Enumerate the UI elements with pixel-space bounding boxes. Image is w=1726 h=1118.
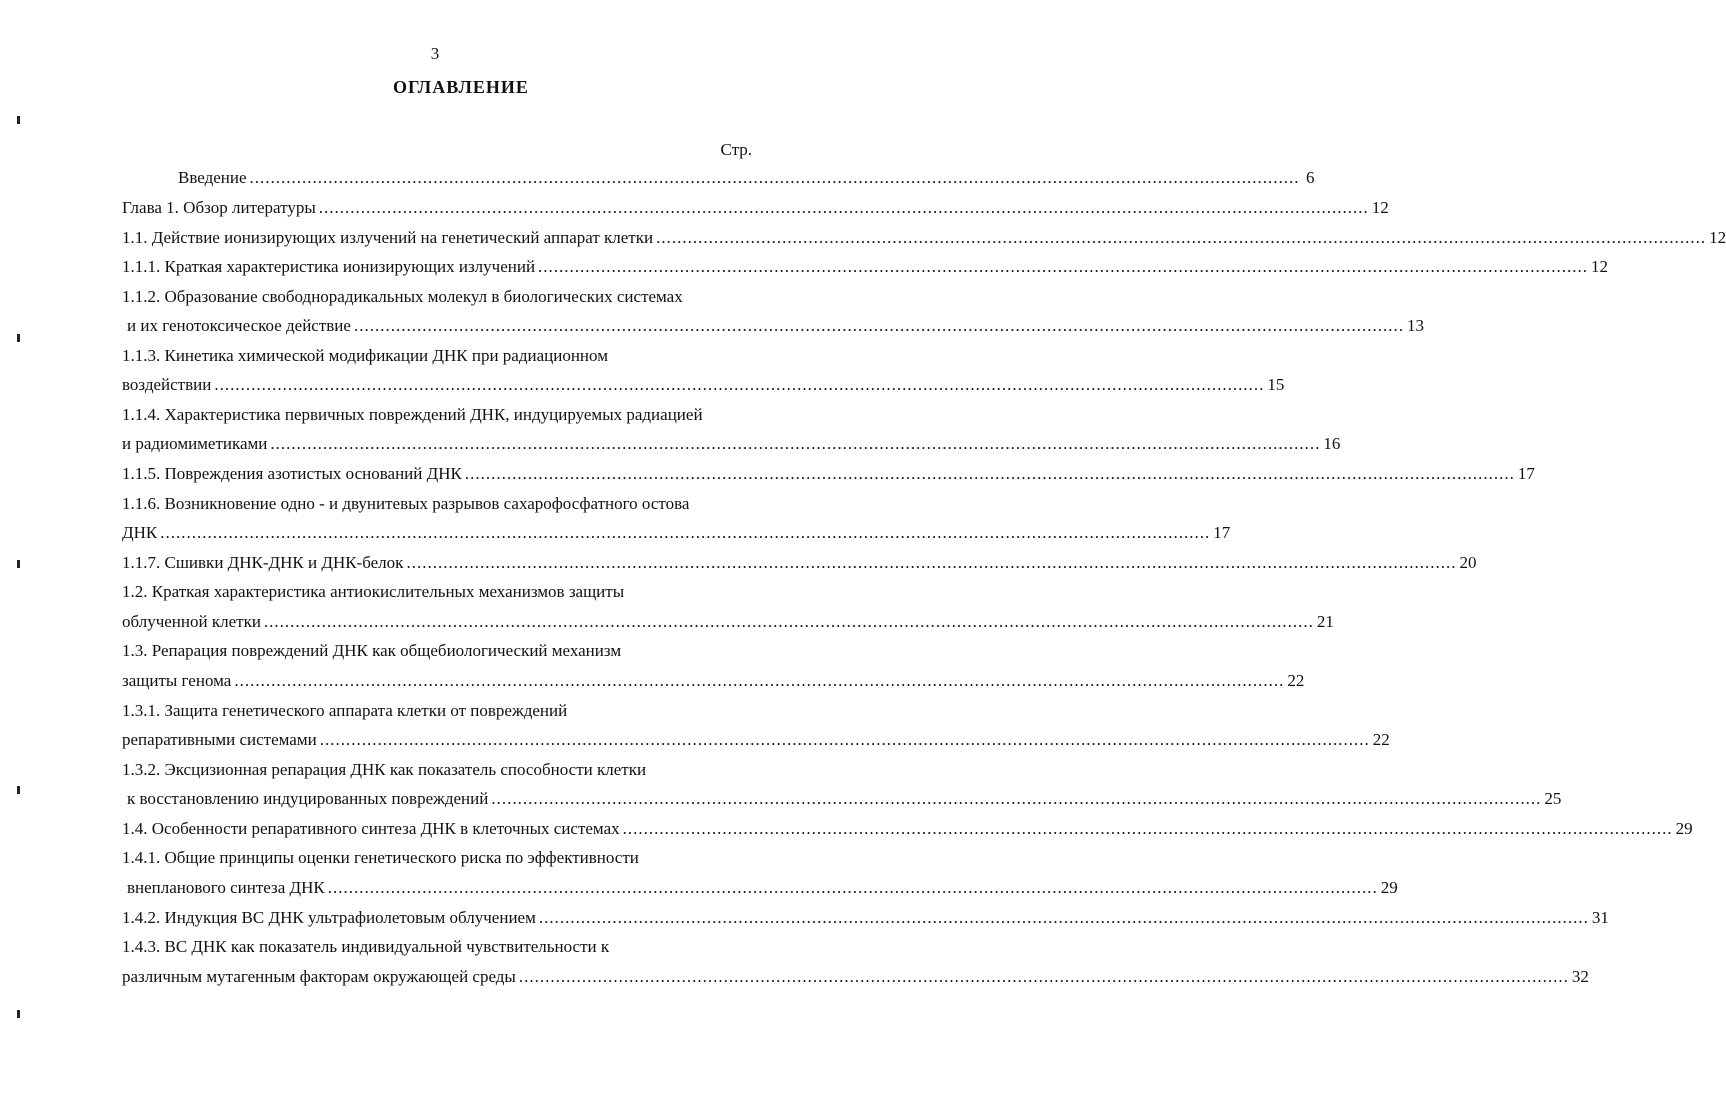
toc-entry-title: и радиомиметиками	[122, 434, 268, 453]
page-title: ОГЛАВЛЕНИЕ	[393, 77, 529, 97]
toc-entry-page: 29	[1380, 878, 1398, 897]
toc-entry	[122, 610, 1334, 634]
toc-entry	[122, 728, 1390, 752]
dot-leader: ........................................................................................................................................................................................................	[249, 168, 1300, 187]
toc-entry-title: и их генотоксическое действие	[127, 316, 351, 335]
toc-entry	[122, 758, 720, 782]
toc-entry-title: внепланового синтеза ДНК	[127, 878, 325, 897]
toc-entry	[122, 935, 720, 959]
toc-entry-title: 1.1.7. Сшивки ДНК-ДНК и ДНК-белок	[122, 553, 404, 572]
toc-entry-page: 31	[1591, 908, 1609, 927]
toc-entry-page: 21	[1316, 612, 1334, 631]
dot-leader: ........................................................................................................................................................................................................	[234, 671, 1285, 690]
toc-entry-title: различным мутагенным факторам окружающей среды	[122, 967, 516, 986]
dot-leader: ........................................................................................................................................................................................................	[518, 967, 1569, 986]
dot-leader: ........................................................................................................................................................................................................	[353, 316, 1404, 335]
toc-entry	[122, 255, 1609, 279]
toc-entry	[122, 580, 720, 604]
dot-leader: ........................................................................................................................................................................................................	[491, 789, 1542, 808]
toc-entry	[122, 462, 1535, 486]
toc-entry	[122, 817, 1693, 841]
dot-leader: ........................................................................................................................................................................................................	[406, 553, 1457, 572]
dot-leader: ........................................................................................................................................................................................................	[327, 878, 1378, 897]
toc-entry-page: 25	[1544, 789, 1562, 808]
toc-entry	[127, 876, 1398, 900]
toc-entry-title: 1.1.2. Образование свободнорадикальных молекул в биологических системах	[122, 287, 683, 306]
toc-entry-title: 1.4.2. Индукция ВС ДНК ультрафиолетовым облучением	[122, 908, 536, 927]
toc-entry	[122, 226, 1726, 250]
toc-entry-title: 1.4. Особенности репаративного синтеза ДНК в клеточных системах	[122, 819, 620, 838]
toc-entry-page: 12	[1371, 198, 1389, 217]
toc-entry-title: 1.1.4. Характеристика первичных повреждений ДНК, индуцируемых радиацией	[122, 405, 703, 424]
toc-entry-title: к восстановлению индуцированных повреждений	[127, 789, 489, 808]
toc-entry	[122, 492, 720, 516]
toc-entry-title: 1.1.3. Кинетика химической модификации ДНК при радиационном	[122, 346, 608, 365]
toc-entry-page: 12	[1709, 228, 1726, 247]
toc-entry	[127, 314, 1424, 338]
toc-entry-page: 20	[1459, 553, 1477, 572]
toc-entry-page: 17	[1517, 464, 1535, 483]
toc-entry	[122, 699, 720, 723]
margin-mark	[17, 1010, 20, 1018]
dot-leader: ........................................................................................................................................................................................................	[622, 819, 1673, 838]
toc-entry	[122, 344, 720, 368]
toc-entry-page: 17	[1213, 523, 1231, 542]
page-column-label: Стр.	[720, 140, 752, 159]
toc-entry-title: Введение	[178, 168, 247, 187]
toc-entry-title: воздействии	[122, 375, 212, 394]
toc-entry-title: 1.1.5. Повреждения азотистых оснований ДНК	[122, 464, 462, 483]
dot-leader: ........................................................................................................................................................................................................	[538, 908, 1589, 927]
toc-entry-title: 1.1. Действие ионизирующих излучений на генетический аппарат клетки	[122, 228, 654, 247]
toc-entry	[122, 521, 1231, 545]
toc-entry-title: репаративными системами	[122, 730, 317, 749]
toc-entry-page: 29	[1675, 819, 1693, 838]
toc-entry-title: 1.1.6. Возникновение одно - и двунитевых разрывов сахарофосфатного остова	[122, 494, 690, 513]
toc-entry-title: 1.3.1. Защита генетического аппарата клетки от повреждений	[122, 701, 568, 720]
dot-leader: ........................................................................................................................................................................................................	[656, 228, 1707, 247]
toc-entry-page: 13	[1406, 316, 1424, 335]
toc-entry	[122, 432, 1341, 456]
dot-leader: ........................................................................................................................................................................................................	[160, 523, 1211, 542]
dot-leader: ........................................................................................................................................................................................................	[318, 198, 1369, 217]
toc-entry-title: защиты генома	[122, 671, 232, 690]
dot-leader: ........................................................................................................................................................................................................	[270, 434, 1321, 453]
toc-entry	[122, 285, 720, 309]
toc-entry	[122, 551, 1477, 575]
toc-entry	[122, 639, 720, 663]
toc-entry	[178, 166, 1315, 190]
margin-mark	[17, 560, 20, 568]
dot-leader: ........................................................................................................................................................................................................	[214, 375, 1265, 394]
toc-entry-page: 22	[1372, 730, 1390, 749]
toc-entry-page: 6	[1306, 168, 1315, 187]
toc-entry-page: 12	[1591, 257, 1609, 276]
page-number: 3	[430, 44, 440, 63]
toc-entry-title: 1.2. Краткая характеристика антиокислительных механизмов защиты	[122, 582, 625, 601]
toc-entry-page: 16	[1323, 434, 1341, 453]
dot-leader: ........................................................................................................................................................................................................	[464, 464, 1515, 483]
dot-leader: ........................................................................................................................................................................................................	[538, 257, 1589, 276]
toc-entry-page: 22	[1287, 671, 1305, 690]
toc-entry	[122, 373, 1285, 397]
toc-entry-title: 1.3. Репарация повреждений ДНК как общебиологический механизм	[122, 641, 622, 660]
toc-entry	[122, 846, 720, 870]
toc-entry-title: 1.1.1. Краткая характеристика ионизирующих излучений	[122, 257, 536, 276]
toc-entry-title: 1.4.3. ВС ДНК как показатель индивидуальной чувствительности к	[122, 937, 610, 956]
toc-entry-title: 1.3.2. Эксцизионная репарация ДНК как показатель способности клетки	[122, 760, 647, 779]
dot-leader: ........................................................................................................................................................................................................	[263, 612, 1314, 631]
dot-leader: ........................................................................................................................................................................................................	[319, 730, 1370, 749]
toc-entry	[122, 669, 1305, 693]
toc-entry	[122, 403, 720, 427]
margin-mark	[17, 334, 20, 342]
toc-entry	[122, 906, 1609, 930]
toc-entry	[122, 196, 1389, 220]
margin-mark	[17, 786, 20, 794]
toc-entry	[127, 787, 1562, 811]
toc-entry-title: 1.4.1. Общие принципы оценки генетического риска по эффективности	[122, 848, 639, 867]
margin-mark	[17, 116, 20, 124]
toc-entry-title: облученной клетки	[122, 612, 261, 631]
toc-entry	[122, 965, 1589, 989]
toc-entry-title: Глава 1. Обзор литературы	[122, 198, 316, 217]
toc-entry-page: 32	[1571, 967, 1589, 986]
toc-entry-title: ДНК	[122, 523, 158, 542]
toc-entry-page: 15	[1267, 375, 1285, 394]
